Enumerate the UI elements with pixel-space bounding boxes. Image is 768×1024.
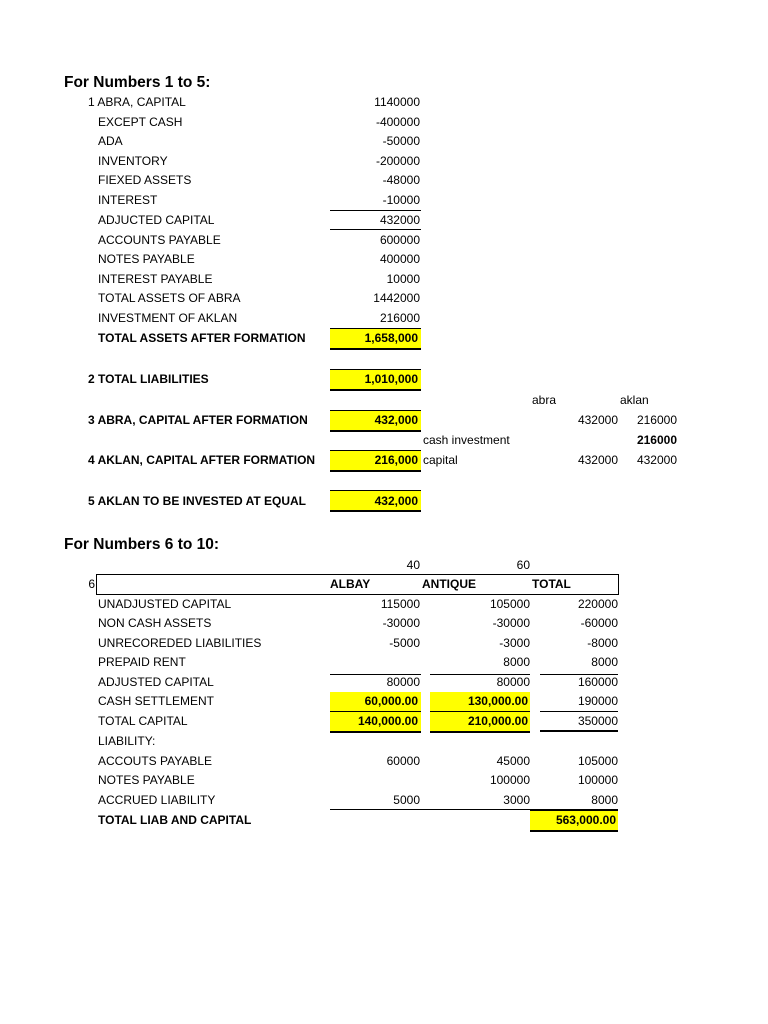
side-row1-abra: 432000: [577, 413, 618, 427]
item-number: 6: [88, 577, 95, 591]
s2-albay-2: -5000: [389, 636, 420, 650]
s2-antique-2: -3000: [499, 636, 530, 650]
s2-albay-8: 60000: [386, 754, 420, 768]
side-capital: capital: [423, 453, 458, 467]
s2-antique-3: 8000: [503, 655, 530, 669]
s1-label-10: TOTAL ASSETS OF ABRA: [98, 291, 241, 305]
s1-label-12: TOTAL ASSETS AFTER FORMATION: [98, 331, 306, 345]
s2-antique-5: 130,000.00: [467, 694, 528, 708]
header-total: TOTAL: [532, 577, 571, 591]
header-albay: ALBAY: [330, 577, 371, 591]
s1-value-11: 216000: [379, 311, 420, 325]
s1-label-3: INVENTORY: [98, 154, 168, 168]
underline-interest: [330, 210, 421, 211]
answer-3-label: 3 ABRA, CAPITAL AFTER FORMATION: [88, 413, 308, 427]
s2-total-5: 190000: [577, 694, 618, 708]
s2-label-1: NON CASH ASSETS: [98, 616, 212, 630]
s2-label-0: UNADJUSTED CAPITAL: [98, 597, 232, 611]
s2-label-2: UNRECOREDED LIABILITIES: [98, 636, 262, 650]
answer-4-label: 4 AKLAN, CAPITAL AFTER FORMATION: [88, 453, 316, 467]
s2-albay-0: 115000: [380, 597, 420, 611]
answer-4-value: 216,000: [374, 453, 418, 467]
s1-label-0: 1 ABRA, CAPITAL: [88, 95, 186, 109]
s2-total-3: 8000: [591, 655, 618, 669]
s1-value-12: 1,658,000: [364, 331, 418, 345]
s2-line-total-cash: [540, 711, 618, 712]
s2-antique-1: -30000: [492, 616, 530, 630]
underline-adjusted-capital: [330, 229, 421, 230]
s1-value-0: 1140000: [374, 95, 420, 109]
s2-antique-8: 45000: [496, 754, 530, 768]
s2-albay-5: 60,000.00: [364, 694, 418, 708]
s2-antique-0: 105000: [489, 597, 530, 611]
s2-label-7: LIABILITY:: [98, 734, 156, 748]
s1-label-4: FIEXED ASSETS: [98, 173, 192, 187]
s1-label-6: ADJUCTED CAPITAL: [98, 213, 215, 227]
s2-antique-10: 3000: [503, 793, 530, 807]
s1-value-10: 1442000: [373, 291, 420, 305]
s1-label-1: EXCEPT CASH: [98, 115, 183, 129]
s2-albay-4: 80000: [386, 675, 420, 689]
answer-2-label: 2 TOTAL LIABILITIES: [88, 372, 209, 386]
s2-label-4: ADJUSTED CAPITAL: [98, 675, 214, 689]
s1-value-5: -10000: [382, 193, 420, 207]
s1-value-3: -200000: [375, 154, 420, 168]
s2-total-1: -60000: [580, 616, 618, 630]
s1-value-6: 432000: [379, 213, 420, 227]
s2-label-3: PREPAID RENT: [98, 655, 186, 669]
side-row3-aklan: 432000: [636, 453, 677, 467]
s2-label-5: CASH SETTLEMENT: [98, 694, 215, 708]
s2-albay-1: -30000: [382, 616, 420, 630]
s1-label-5: INTEREST: [98, 193, 158, 207]
side-row2-aklan: 216000: [636, 433, 677, 447]
s2-line-total-capital: [540, 730, 618, 732]
s2-total-6: 350000: [577, 714, 618, 728]
s2-antique-6: 210,000.00: [467, 714, 528, 728]
s2-total-9: 100000: [577, 773, 618, 787]
section2-heading: For Numbers 6 to 10:: [64, 536, 220, 553]
s1-label-11: INVESTMENT OF AKLAN: [98, 311, 238, 325]
s1-label-8: NOTES PAYABLE: [98, 252, 195, 266]
s2-antique-4: 80000: [496, 675, 530, 689]
side-cash-investment: cash investment: [423, 433, 510, 447]
s1-label-7: ACCOUNTS PAYABLE: [98, 233, 221, 247]
s2-total-0: 220000: [577, 597, 618, 611]
s1-value-7: 600000: [379, 233, 420, 247]
s2-total-8: 105000: [577, 754, 618, 768]
s1-value-4: -48000: [382, 173, 420, 187]
answer-2-value: 1,010,000: [364, 372, 418, 386]
ratio-albay: 40: [406, 558, 420, 572]
s2-label-6: TOTAL CAPITAL: [98, 714, 188, 728]
s2-total-2: -8000: [587, 636, 618, 650]
answer-3-value: 432,000: [374, 413, 418, 427]
s2-albay-6: 140,000.00: [357, 714, 418, 728]
header-antique: ANTIQUE: [422, 577, 476, 591]
answer-5-label: 5 AKLAN TO BE INVESTED AT EQUAL: [88, 494, 307, 508]
side-aklan-header: aklan: [620, 393, 649, 407]
s2-total-10: 8000: [591, 793, 618, 807]
s2-antique-9: 100000: [489, 773, 530, 787]
s2-albay-10: 5000: [393, 793, 420, 807]
s2-label-9: NOTES PAYABLE: [98, 773, 195, 787]
s2-label-10: ACCRUED LIABILITY: [98, 793, 216, 807]
ratio-antique: 60: [516, 558, 530, 572]
side-abra-header: abra: [532, 393, 557, 407]
side-row3-abra: 432000: [577, 453, 618, 467]
s2-label-11: TOTAL LIAB AND CAPITAL: [98, 813, 252, 827]
s2-total-4: 160000: [577, 675, 618, 689]
s1-value-9: 10000: [386, 272, 420, 286]
answer-5-value: 432,000: [374, 494, 418, 508]
side-row1-aklan: 216000: [636, 413, 677, 427]
section1-heading: For Numbers 1 to 5:: [64, 74, 211, 91]
s1-label-9: INTEREST PAYABLE: [98, 272, 213, 286]
s1-value-2: -50000: [382, 134, 420, 148]
s1-value-8: 400000: [379, 252, 420, 266]
s2-total-11: 563,000.00: [555, 813, 616, 827]
s1-label-2: ADA: [98, 134, 123, 148]
s1-value-1: -400000: [375, 115, 420, 129]
s2-label-8: ACCOUTS PAYABLE: [98, 754, 213, 768]
